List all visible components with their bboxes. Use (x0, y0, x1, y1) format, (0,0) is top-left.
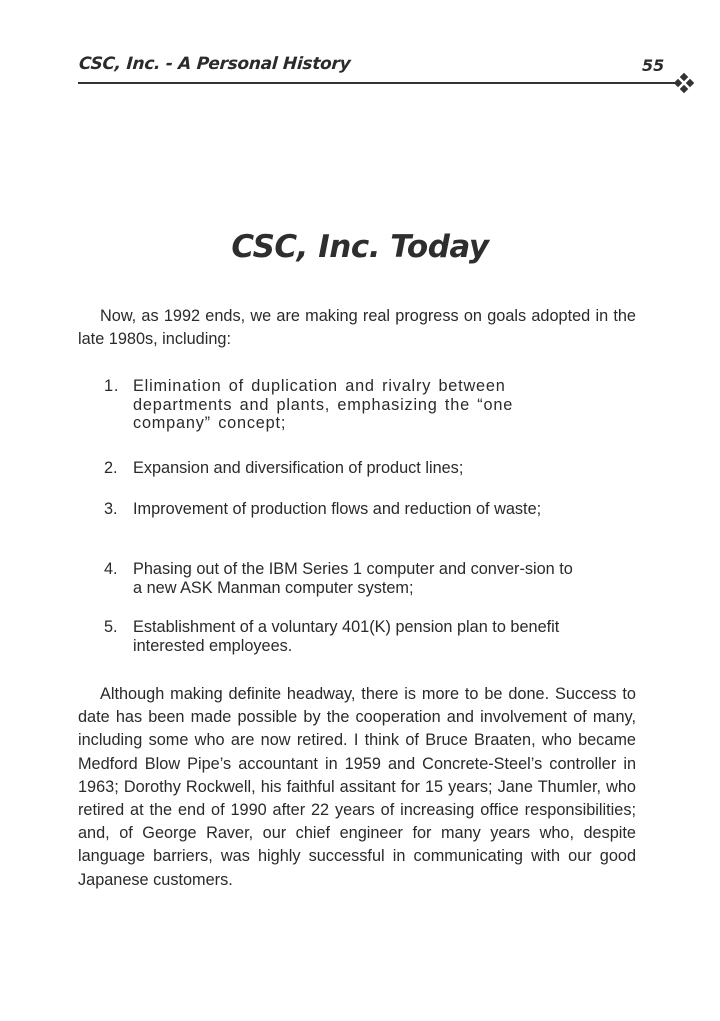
goal-number: 3. (104, 500, 118, 518)
goal-text: Elimination of duplication and rivalry between departments and plants, emphasizing the “one company” concept; (133, 377, 514, 432)
page-number: 55 (642, 56, 665, 75)
running-head: CSC, Inc. - A Personal History (78, 54, 352, 74)
goal-item (104, 459, 580, 478)
goal-number: 4. (104, 560, 118, 578)
goal-text: Improvement of production flows and reduction of waste; (133, 500, 542, 518)
chapter-title: CSC, Inc. Today (231, 229, 489, 265)
intro-paragraph: Now, as 1992 ends, we are making real progress on goals adopted in the late 1980s, including: (78, 307, 636, 349)
goal-item (104, 560, 580, 597)
goal-text: Phasing out of the IBM Series 1 computer and conver-sion to a new ASK Manman computer system; (133, 560, 573, 597)
goal-text: Establishment of a voluntary 401(K) pension plan to benefit interested employees. (133, 618, 560, 655)
goal-text: Expansion and diversification of product lines; (133, 459, 464, 477)
goal-number: 5. (104, 618, 118, 636)
goal-item (104, 618, 580, 655)
header-rule (78, 82, 678, 84)
goal-item (104, 377, 580, 433)
four-diamond-ornament-icon (673, 73, 695, 95)
goal-number: 2. (104, 459, 118, 477)
closing-paragraph: Although making definite headway, there is more to be done. Success to date has been made possible by the cooperation and involvement of many, including some who are now retired. I think of Bruce Braaten, who became Medford Blow Pipe’s accountant in 1959 and Concrete-Steel’s controller in 1963; Dorothy Rockwell, his faithful assitant for 15 years; Jane Thumler, who retired at the end of 1990 after 22 years of increasing office responsibilities; and, of George Raver, our chief engineer for many years who, despite language barriers, was highly successful in communicating with our good Japanese customers. (78, 685, 636, 889)
goal-item (104, 500, 580, 519)
goal-number: 1. (104, 377, 120, 395)
